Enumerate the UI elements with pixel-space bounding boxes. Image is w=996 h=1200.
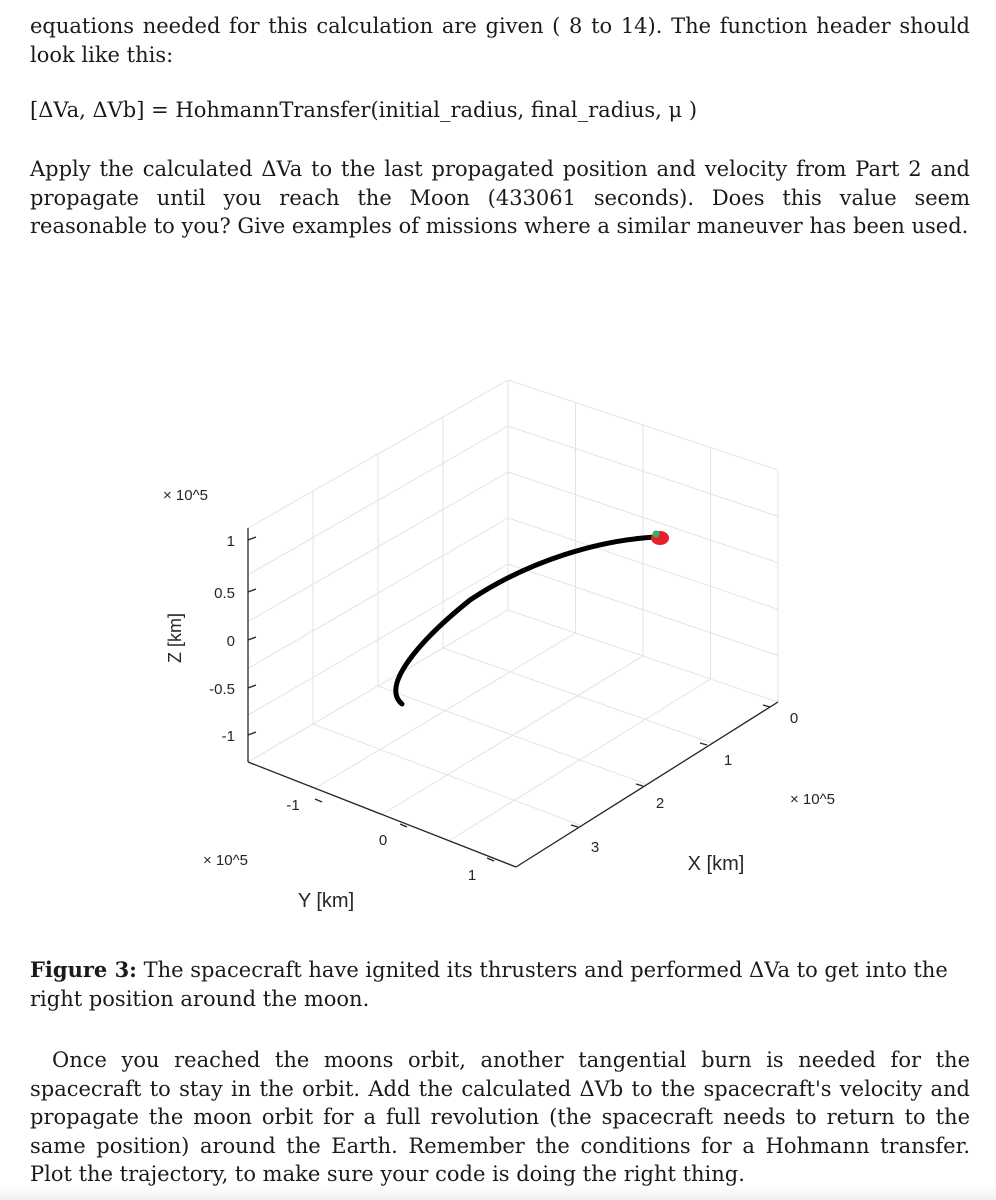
z-tick-label-2: 0	[226, 633, 235, 650]
z-tick-mark-0	[248, 537, 256, 540]
x-axis-exponent: × 10^5	[790, 791, 835, 808]
x-tick-label-1: 1	[723, 752, 733, 769]
z-axis-label: Z [km]	[165, 613, 185, 663]
z-tick-mark-1	[248, 589, 256, 592]
paragraph-second-burn: Once you reached the moons orbit, another tangential burn is needed for the spacecraft to stay in the orbit. Add the calculated ΔVb to the spacecraft's velocity and propagate the moon orbit for a full revolution (the spacecraft needs to return to the same position) around the Earth. Remember the conditions for a Hohmann transfer. Plot the trajectory, to make sure your code is doing the right thing.	[30, 1048, 970, 1186]
caption-label: Figure 3:	[30, 957, 137, 982]
paragraph-apply-delta-v: Apply the calculated ΔVa to the last propagated position and velocity from Part 2 and propagate until you reach the Moon (433061 seconds). Does this value seem reasonable to you? Give examples of missions where a similar maneuver has been used.	[30, 157, 970, 238]
trajectory-line	[396, 537, 656, 704]
x-tick-label-0: 0	[789, 710, 799, 727]
figure-caption	[30, 956, 970, 1013]
figure-3-plot	[0, 340, 996, 940]
trajectory-markers	[651, 531, 669, 546]
x-tick-mark-1	[700, 743, 707, 745]
z-tick-label-3: -0.5	[209, 681, 235, 698]
x-tick-mark-3	[571, 825, 578, 827]
caption-text: The spacecraft have ignited its thrusters and performed ΔVa to get into the right position around the moon.	[30, 958, 948, 1011]
plot-axes	[248, 528, 778, 867]
y-tick-label-0: -1	[286, 797, 300, 814]
y-axis-line	[248, 762, 516, 867]
spacecraft-marker	[653, 531, 660, 538]
grid-floor-a-2	[449, 679, 711, 841]
y-tick-label-1: 0	[378, 832, 388, 849]
grid-floor-b-2	[443, 648, 713, 743]
y-tick-mark-0	[315, 799, 322, 802]
x-tick-mark-0	[763, 705, 770, 707]
plot-grid	[248, 380, 778, 841]
x-tick-mark-2	[636, 784, 643, 786]
paragraph-intro: equations needed for this calculation are given ( 8 to 14). The function header should look like this:	[30, 14, 970, 67]
x-axis-line	[516, 702, 778, 867]
z-tick-label-1: 0.5	[214, 585, 235, 602]
grid-floor-b-1	[378, 686, 647, 785]
y-axis-exponent: × 10^5	[203, 852, 248, 869]
trajectory-3d-plot	[0, 340, 996, 940]
x-tick-label-2: 2	[655, 795, 665, 812]
y-axis-label: Y [km]	[297, 890, 355, 912]
x-axis-label: X [km]	[687, 853, 745, 875]
z-tick-label-4: -1	[221, 728, 235, 745]
z-tick-mark-2	[248, 637, 256, 640]
z-tick-mark-3	[248, 685, 256, 688]
function-header-equation: [ΔVa, ΔVb] = HohmannTransfer(initial_radius, final_radius, μ )	[30, 98, 698, 122]
z-tick-label-0: 1	[226, 533, 235, 550]
z-tick-mark-4	[248, 732, 256, 735]
y-tick-label-2: 1	[467, 867, 477, 884]
z-axis-exponent: × 10^5	[163, 487, 208, 504]
page-bottom-shade	[0, 1186, 996, 1200]
x-tick-label-3: 3	[590, 839, 600, 856]
